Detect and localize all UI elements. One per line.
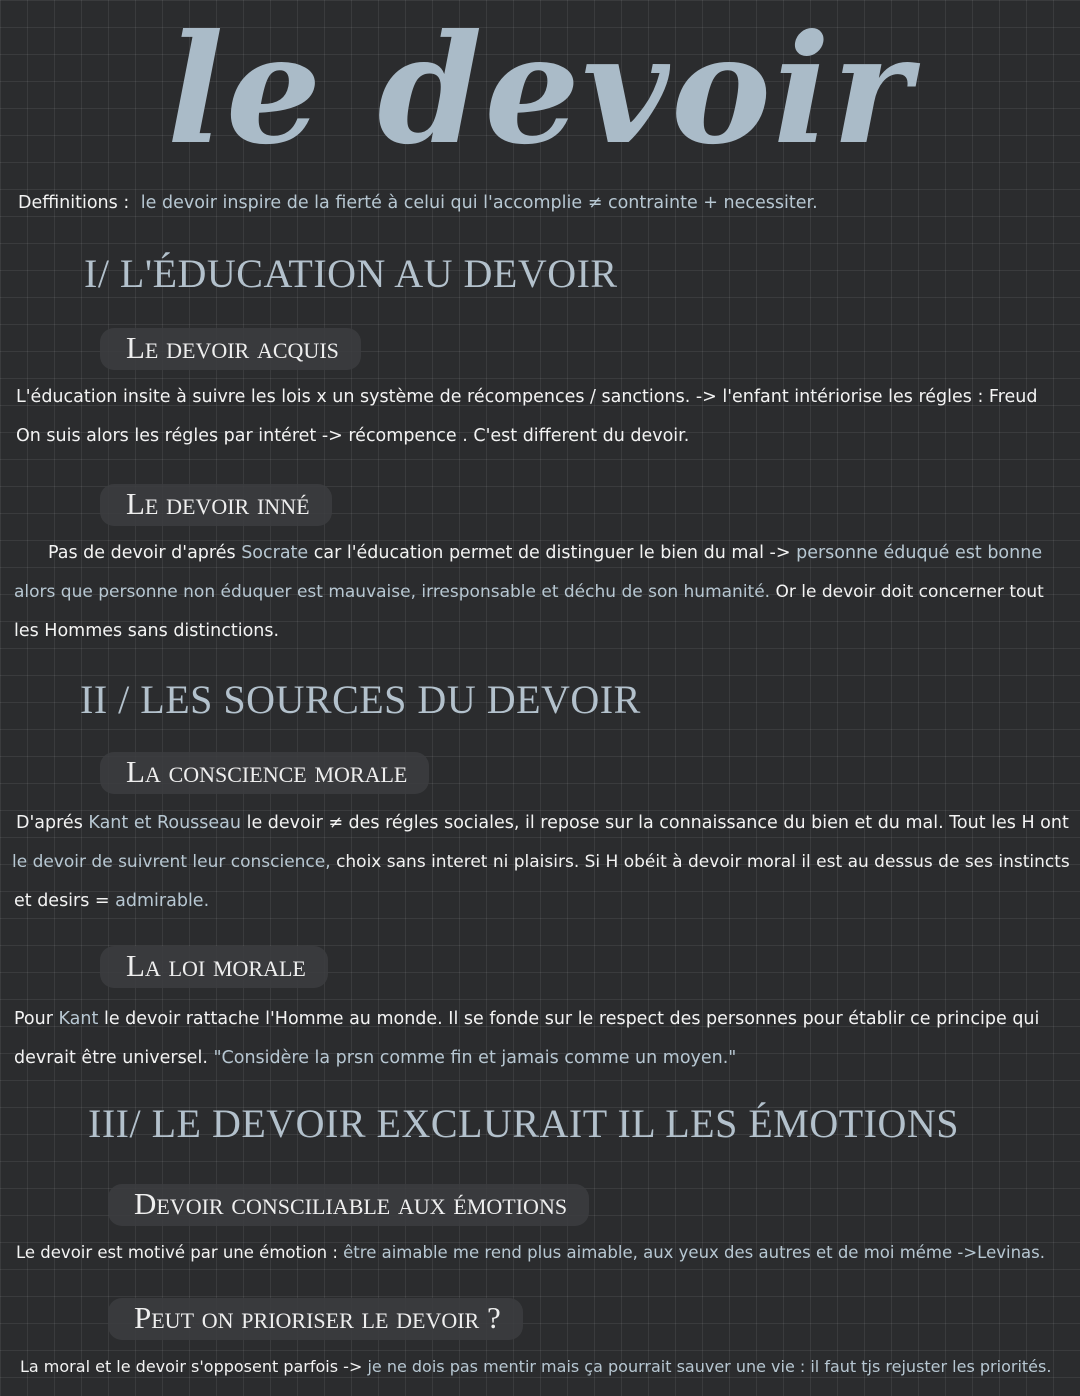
quote-fragment: "Considère la prsn comme fin et jamais comme un moyen." [213, 1048, 737, 1068]
highlight-fragment: alors que [14, 582, 93, 602]
text-fragment: choix sans interet ni plaisirs. Si H obéit à devoir moral il est au dessus de ses instincts [336, 852, 1070, 872]
page-title: le devoir [166, 2, 914, 178]
text-fragment: le devoir ≠ des régles sociales, il repose sur la connaissance du bien et du mal. Tout les H ont [246, 813, 1069, 833]
highlight-fragment: Kant et Rousseau [88, 813, 241, 833]
section-1-heading: I/ L'ÉDUCATION AU DEVOIR [84, 251, 618, 296]
text-fragment: Pas de devoir d'aprés [48, 543, 236, 563]
text-fragment: Or le devoir doit concerner tout [775, 582, 1044, 602]
text-fragment: D'aprés [16, 813, 83, 833]
text-fragment: car l'éducation permet de distinguer le bien du mal -> [313, 543, 791, 563]
section-2-sub-2-line-1 [14, 1000, 1039, 1039]
section-1-sub-2-title: Le devoir inné [100, 484, 332, 526]
text-fragment: le devoir rattache l'Homme au monde. Il se fonde sur le respect des personnes pour établir ce principe qui [103, 1009, 1040, 1029]
section-3-sub-2-line-1 [20, 1347, 1051, 1386]
section-1-sub-2-line-3: les Hommes sans distinctions. [14, 621, 280, 641]
section-1-sub-2-line-1 [48, 534, 1042, 573]
section-2-sub-1-title: La conscience morale [100, 752, 429, 794]
highlight-fragment: personne non éduquer est mauvaise, irresponsable et déchu de son humanité. [98, 582, 771, 602]
highlight-fragment: être aimable me rend plus aimable, aux yeux des autres et de moi méme ->Levinas. [343, 1243, 1045, 1262]
section-3-sub-1-title: Devoir consciliable aux émotions [108, 1184, 589, 1226]
highlight-fragment: Socrate [241, 543, 309, 563]
highlight-fragment: admirable. [115, 891, 210, 911]
section-3-heading: III/ LE DEVOIR EXCLURAIT IL LES ÉMOTIONS [88, 1101, 959, 1146]
section-3-sub-1-line-1 [16, 1233, 1045, 1272]
definition-label: Deffinitions : [18, 193, 130, 213]
section-2-heading: II / LES SOURCES DU DEVOIR [80, 677, 641, 722]
text-fragment: Pour [14, 1009, 53, 1029]
highlight-fragment: le devoir de suivrent leur conscience, [12, 852, 331, 872]
section-2-sub-2-line-2 [14, 1039, 736, 1078]
definition-text: le devoir inspire de la fierté à celui qui l'accomplie ≠ contrainte + necessiter. [140, 193, 818, 213]
text-fragment: Le devoir est motivé par une émotion : [16, 1243, 338, 1262]
highlight-fragment: je ne dois pas mentir mais ça pourrait sauver une vie : il faut tjs rejuster les priorités. [367, 1357, 1052, 1376]
section-2-sub-1-line-3 [14, 882, 209, 921]
section-1-sub-1-title: Le devoir acquis [100, 328, 361, 370]
section-3-sub-2-title: Peut on prioriser le devoir ? [108, 1298, 523, 1340]
text-fragment: devrait être universel. [14, 1048, 208, 1068]
section-1-sub-2-line-2 [14, 573, 1044, 612]
section-2-sub-1-line-1 [16, 804, 1069, 843]
section-1-sub-1-line-2: On suis alors les régles par intéret -> récompence . C'est different du devoir. [16, 426, 690, 446]
highlight-fragment: personne éduqué est bonne [796, 543, 1043, 563]
section-1-sub-1-line-1: L'éducation insite à suivre les lois x un système de récompences / sanctions. -> l'enfant intériorise les régles : Freud [16, 387, 1038, 407]
section-2-sub-1-line-2 [12, 843, 1070, 882]
definition-line [18, 184, 818, 223]
text-fragment: La moral et le devoir s'opposent parfois -> [20, 1357, 363, 1376]
highlight-fragment: Kant [58, 1009, 99, 1029]
text-fragment: et desirs = [14, 891, 110, 911]
section-2-sub-2-title: La loi morale [100, 946, 328, 988]
